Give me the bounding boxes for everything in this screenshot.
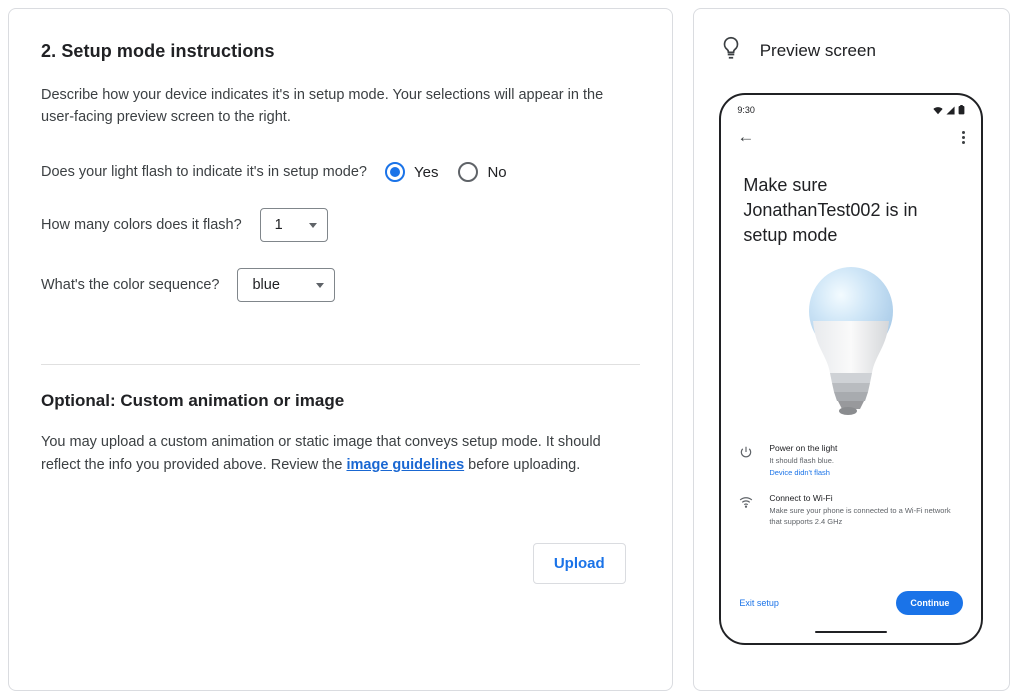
image-guidelines-link[interactable]: image guidelines (346, 457, 465, 473)
flash-radio-group (385, 162, 527, 182)
flash-question-row (41, 162, 640, 182)
power-icon (739, 445, 759, 477)
radio-no-icon[interactable] (458, 162, 478, 182)
color-sequence-select[interactable] (237, 268, 335, 302)
optional-section-title: Optional: Custom animation or image (41, 391, 345, 410)
signal-icon (946, 106, 955, 115)
color-sequence-value: blue (252, 277, 280, 293)
color-sequence-label: What's the color sequence? (41, 277, 220, 293)
wifi-status-icon (933, 106, 943, 115)
battery-icon (958, 105, 965, 115)
upload-button[interactable]: Upload (533, 543, 626, 584)
device-didnt-flash-link[interactable]: Device didn't flash (769, 468, 830, 477)
upload-row (41, 543, 640, 584)
step-body (769, 493, 954, 527)
step-subtitle: Make sure your phone is connected to a Wi-Fi network that supports 2.4 GHz (769, 506, 951, 526)
phone-footer (721, 591, 981, 615)
colors-count-label: How many colors does it flash? (41, 217, 242, 233)
colors-count-value: 1 (274, 217, 283, 233)
preview-title: Preview screen (759, 40, 876, 60)
radio-no-label: No (487, 163, 507, 181)
status-icons (933, 105, 965, 115)
flash-question-label: Does your light flash to indicate it's in setup mode? (41, 164, 367, 180)
color-sequence-row (41, 268, 640, 302)
phone-app-bar (721, 115, 981, 147)
radio-yes-label: Yes (413, 163, 439, 181)
wifi-icon (739, 495, 759, 527)
radio-yes-icon[interactable] (385, 162, 405, 182)
colors-count-row (41, 208, 640, 242)
phone-preview (719, 93, 983, 645)
continue-button[interactable]: Continue (896, 591, 963, 615)
radio-option-yes[interactable] (385, 162, 438, 182)
list-item (739, 443, 963, 477)
setup-instructions-card (8, 8, 673, 691)
overflow-menu-icon[interactable] (962, 129, 965, 146)
step-body (769, 443, 837, 477)
bulb-illustration (721, 256, 981, 431)
optional-desc-after: before uploading. (464, 457, 581, 473)
status-time: 9:30 (737, 105, 755, 115)
optional-desc-before: You may upload a custom animation or static image that conveys setup mode. It should reflect the info you provided above. Review the (41, 434, 601, 473)
chevron-down-icon (309, 223, 317, 228)
step-title: Power on the light (769, 443, 838, 453)
step-subtitle: It should flash blue. (769, 456, 834, 465)
phone-heading: Make sure JonathanTest002 is in setup mode (743, 175, 918, 245)
list-item (739, 493, 963, 527)
preview-header (694, 33, 1009, 68)
setup-steps (739, 443, 963, 527)
bulb-icon (718, 33, 744, 68)
page-title: 2. Setup mode instructions (41, 41, 275, 61)
colors-count-select[interactable] (260, 208, 328, 242)
radio-option-no[interactable] (458, 162, 506, 182)
divider (41, 364, 640, 365)
preview-card (693, 8, 1010, 691)
optional-section-description (41, 431, 621, 477)
phone-status-bar (721, 105, 981, 115)
section-description: Describe how your device indicates it's in setup mode. Your selections will appear in the user-facing preview screen to the right. (41, 87, 604, 125)
exit-setup-link[interactable]: Exit setup (739, 598, 779, 608)
home-indicator (815, 631, 887, 633)
back-arrow-icon[interactable]: ← (737, 127, 755, 146)
step-title: Connect to Wi-Fi (769, 493, 833, 503)
chevron-down-icon (316, 283, 324, 288)
